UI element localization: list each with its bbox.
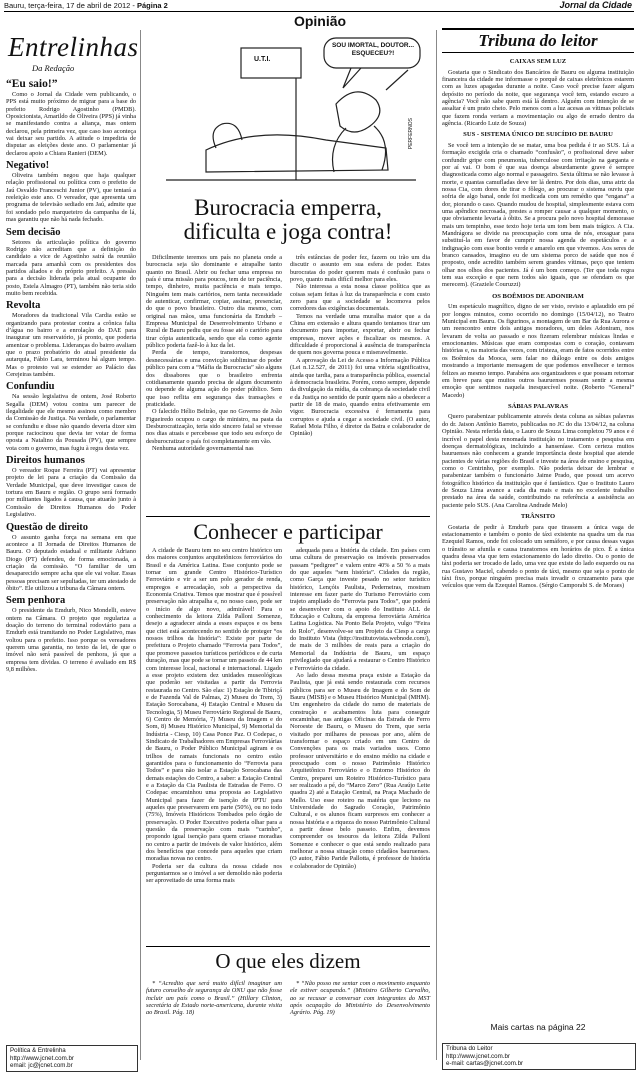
tribuna-footer-email: e-mail: cartas@jcnet.com.br bbox=[446, 1060, 524, 1068]
entrelinhas-byline: Da Redação bbox=[32, 63, 75, 73]
entrelinhas-item-text: Moradores da tradicional Vila Cardia estão se organizando para protestar contra a crônica falta d’água no bairro e a enrolação do DAE para inaugurar um reservatório, já pronto, que poderia amenizar o problema. Lideranças do bairro avaliam que o prazo probatório do atual presidente da autarquia, Fábio Lara, terminou há algum tempo. Mas o protesto vai se estender ao Palácio das Cerejeiras também. bbox=[6, 312, 136, 378]
article-paragraph: Ao lado dessa mesma praça existe a Estação da Paulista, que já está sendo restaurada com recursos públicos para ser o Museu de Imagem e do Som de Bauru (MISB) e o Museu Histórico Municipal (MHM). Um engenheiro da cidade do ramo de materiais de construção e acabamentos luta para conseguir encaminhar, nas antigas Oficinas da Estrada de Ferro Noroeste de Bauru, o Museu do Trem, que seria visitado por milhares de pessoas por ano, além de transformar o espaço criado em um Centro de Convenções para os mais variados usos. Como professor universitário e do ensino médio na cidade e preocupado com o nosso Patrimônio Histórico Arquitetônico Ferroviário e o Entorno Histórico do Centro, preparei um Roteiro Histórico-Turístico para ser realizado a pé, do “Marco Zero” (Rua Araújo Leite quadra 2) até a Estação Central, na Praça Machado de Mello. Uso esse roteiro na matéria que leciono na Universidade do Sagrado Coração, Patrimônio Cultural, e os alunos ficam surpresos em conhecer a nossa história e a riqueza do nosso Patrimônio Cultural a partir desse belo passeio. Enfim, devemos compreender os tesouros da leitora Zilda Palloni Somenze e conhecer o que está sendo realizado para melhorar a nossa situação como cidadãos bauruenses. (O autor, Fábio Paride Pallotta, é professor de história e colaborador de Opinião) bbox=[290, 671, 430, 870]
header-page: Página 2 bbox=[137, 1, 168, 10]
dizem-quote-2: * “Não posso me sentar com o movimento enquanto ele estiver ocupando.” (Ministro Gilberto Carvalho, ao se recusar a conversar com integrantes do MST após ocupação do Ministério do Desenvolvimento Agrário. Pág. 19) bbox=[290, 980, 430, 1017]
tribuna-title: Tribuna do leitor bbox=[478, 31, 598, 50]
entrelinhas-footer-url: http://www.jcnet.com.br bbox=[10, 1054, 74, 1062]
tribuna-more: Mais cartas na página 22 bbox=[490, 1022, 586, 1032]
article1-title bbox=[146, 196, 430, 244]
header-date: Bauru, terça-feira, 17 de abril de 2012 - bbox=[4, 1, 137, 10]
article-paragraph: A cidade de Bauru tem no seu centro histórico um dos maiores conjuntos arquitetônicos ferroviários do Brasil e da América Latina. Esse conjunto pode se tornar um grande Centro Histórico-Turístico Ferroviário e vir a ser um polo gerador de renda, empregos e arrecadação, sob a perspectiva da Economia Criativa. Temos que mostrar que é possível preservação não atrapalha e, no nosso caso, pode ser o início de algo novo, admirável! Para o conhecimento da leitora Zilda Palloni Somenze, desejo a agradecer ainda a esses espaços e os bens que citei está acontecendo no sentido de proteger “os nossos trilhos da história”: Existe por parte de prefeitura o Projeto chamado “Ferrovia para Todos”, que promove passeios turísticos periódicos e de curta duração, mas que pode se tornar um passeio de 44 km com interesse local, nacional e internacional. Ligado a esse projeto existem dez unidades museológicas que poderão ser visitadas a partir da Ferrovia restaurada no Centro. São elas: 1) Estação de Tibiriçá e de Fazenda Val de Palmas, 2) Museu do Trem, 3) Estação Sorocabana, 4) Estação Central e Museu da Tecnologia, 5) Museu Ferroviário Regional de Bauru, 6) Centro de Memória, 7) Museu da Imagem e do Som, 8) Museu Histórico Municipal, 9) Memorial da Indústria - Ciesp, 10) Casa Ponce Paz. O Codepac, o Sindicato de Trabalhadores em Empresas Ferroviárias de Bauru, o Poder Público Municipal agiram e os trilhos de ramais funcionais no centro estão garantidos para o funcionamento do “Ferrovia para Todos” e para não isolar a Estação Sorocabana das demais estações do Centro, a saber: a Estação Central e a Estação da Cia Paulista de Estradas de Ferro. O Codepac encaminhou uma proposta ao Legislativo Municipal para fazer de isenção de IPTU para aqueles que preservarem em parte (50%), ou no todo (75%), Imóveis Históricos Tombados pelo órgão de preservação. O Poder Executivo poderia olhar para a questão da preservação com mais “carinho”, propondo igual isenção para quem criasse moradias no centro a partir de imóveis de valor histórico, além dos benefícios que concede para aqueles que criam moradias novas no centro. bbox=[146, 547, 282, 863]
entrelinhas-item-text: Setores da articulação política do governo Rodrigo não acreditam que a definição do candidato a vice de Agostinho sairá da reunião marcada para amanhã com os presidentes dos partidos aliados e do próprio prefeito. A pressão para a decisão liderada pela atual ocupante do posto, Estela Almagro (PT), também não teria sido muito bem recebida. bbox=[6, 238, 136, 297]
entrelinhas-footer-email: email: jc@jcnet.com.br bbox=[10, 1062, 73, 1070]
entrelinhas-item-head: Sem decisão bbox=[6, 226, 61, 238]
brand-logo: Jornal da Cidade bbox=[559, 0, 632, 10]
letter-head: SUS - SISTEMA ÚNICO DE SUICÍDIO DE BAURU bbox=[463, 131, 613, 139]
entrelinhas-footer-line: Política & Entrelinha bbox=[10, 1047, 66, 1054]
dizem-title: O que eles dizem bbox=[215, 949, 361, 973]
entrelinhas-item-head: Direitos humanos bbox=[6, 455, 85, 467]
entrelinhas-item-head: Revolta bbox=[6, 300, 41, 312]
letter-head: OS BOÊMIOS DE ADONIRAM bbox=[492, 292, 584, 300]
article-paragraph: adequada para a história da cidade. Em países com uma cultura de preservação os imóveis preservados passam “pedigree” e valem entre 40% a 50 % a mais do que aqueles “sem história”. Cidades da região, como Garça que investe pesado no setor turístico histórico, Lençóis Paulista, Pederneiras, mostram interesse em fazer parte do Turismo Ferroviário com trajeto ampliado do “Ferrovia para Todos”, que poderá se desenvolver com o apoio do Instituto ALL de Educação e Cultura, da empresa ferroviária América Latina Logística. Na Ponto Bela Projeto, vulgo “Feira do Rolo”, desenvolve-se um Projeto da Ciesp a cargo do Instituto Vista (http://institutovista.webnode.com/), de mais de 3 milhões de reais para a criação do Memorial da Indústria de Bauru, um espaço privilegiado que ajudará a restaurar o Centro Histórico e Ferroviário da cidade. bbox=[290, 547, 430, 672]
letter-text: Gostaria que o Sindicato dos Bancários de Bauru ou alguma instituição financeira da cidade me informasse o porquê de caixas eletrônicos estarem com as luzes apagadas durante a noite. Caso você precise fazer algum depósito no período da noite, que segurança você tem, estando escuro a agência? Você não sabe quem está lá dentro. Alguém com intenção de se assaltar é um prato cheio. Pelo menos com a luz acesas as vítimas policiais que fazem ronda veriam a movimentação ou algo de errado dentro da agência. (Ricardo Luiz de Souza) bbox=[442, 68, 634, 127]
entrelinhas-item-text: O vereador Roque Ferreira (PT) vai apresentar projeto de lei para a criação da Comissão da Verdade Municipal, que deve investigar casos de tortura em Bauru e região. O grupo será formado por militantes ligados à causa, que atuarão junto à Comissão de Direitos Humanos do Poder Legislativo. bbox=[6, 467, 136, 519]
tribuna-footer bbox=[442, 1043, 636, 1070]
letter-head: SÁBIAS PALAVRAS bbox=[507, 402, 569, 410]
article-paragraph: Nenhuma autoridade governamental nas bbox=[152, 444, 254, 452]
entrelinhas-item-text: Na sessão legislativa de ontem, José Roberto Segalla (DEM) votou contra um parecer de ilegalidade que ele mesmo assinou como membro da Comissão de Justiça. Na verdade, o parlamentar se confundiu e disse não quando deveria dizer sim porque raciocinou que devia ter votar de forma oposta a Natalino da Pousada (PV), que sempre vota com o governo, mas fugiu à regra desta vez. bbox=[6, 393, 136, 452]
entrelinhas-item-head: Questão de direito bbox=[6, 521, 89, 533]
entrelinhas-item-text: Oliveira também negou que haja qualquer relação profissional ou política com o prefeito de Jaú Osvaldo Franceschi Junior (PV), que tentará a reeleição este ano. O vereador, que apresenta um programa de televisão sediado em Jaú, admite que foi sondado pelo marqueteiro da campanha de lá, mas garantiu que não há nada fechado. bbox=[6, 172, 136, 224]
letter-head: TRÂNSITO bbox=[520, 512, 556, 520]
entrelinhas-item-text: Como o Jornal da Cidade vem publicando, o PPS está muito próximo de migrar para a base do prefeito Rodrigo Agostinho (PMDB). Oposicionista, Amarildo de Oliveira (PPS) já vinha se manifestando contra a aliança, mas ontem declarou, pela primeira vez, que caso isso aconteça vai deixar seu partido. A atitude o impediria de disputar as eleições deste ano. O parlamentar já declarou apoio a Chiara Ranieri (DEM). bbox=[6, 91, 136, 157]
tribuna-footer-line: Tribuna do Leitor bbox=[446, 1045, 493, 1052]
tribuna-title-bar bbox=[442, 28, 634, 53]
letter-text: Gostaria de pedir à Emdurb para que tirassem a única vaga de estacionamento e também o ponto de táxi existente na quadra um da rua Ezequiel Ramos, onde foi colocado um semáforo, e por causa dessas vagas o trânsito se afunila e causa transtornos em horários de pico. É a única quadra dessa via que tem estacionamento do lado direito. Ou o ponto de táxi poderia ser trocado de lado, uma vez que existe do lado esquerdo ou na rua Gustavo Maciel, cabendo o ponto de táxi, mesmo que seja o ponto de táxi fixo, porque ninguém precisa mais invadir o cruzamento para que veículos que vem da Ezequiel Ramos. (Sérgio Camporabi S. de Moraes) bbox=[442, 523, 634, 590]
article1-title-line2: dificulta e joga contra! bbox=[183, 219, 393, 245]
article-paragraph: O falecido Hélio Beltrão, que no Governo de João Figueiredo ocupou o cargo de ministro, na pasta da Desburocratização, teria sido sincero fatal se vivesse nos dias atuais e percebesse que todo seu esforço de desburocratizar o país foi completamente em vão. bbox=[146, 408, 282, 445]
article-paragraph: Poderia ser da cultura da nossa cidade nos perguntarmos se o imóvel a ser demolido não poderia ser aproveitado de uma forma mais bbox=[146, 862, 282, 885]
article2-title: Conhecer e participar bbox=[193, 519, 383, 544]
article1-col1 bbox=[146, 254, 282, 452]
entrelinhas-item-head: Confundiu bbox=[6, 381, 55, 393]
page-header bbox=[4, 1, 634, 11]
dizem-quote-1: * “Acredito que será muito difícil imaginar um futuro conselho de segurança da ONU que não fosse incluir um país como o Brasil.” (Hillary Clinton, secretária de Estado norte-americana, durante visita ao Brasil. Pág. 18) bbox=[146, 980, 282, 1017]
article-paragraph: Temos na verdade uma muralha maior que a da China em extensão e altura quando tentamos tirar um documento para importar, exportar, abrir ou fechar empresas, mover ações e fiscalizar os mesmos. A dificuldade é proporcional à ausência de transparência de quem nos governa pouca e miseravelmente. bbox=[290, 312, 430, 357]
tribuna-footer-url: http://www.jcnet.com.br bbox=[446, 1052, 510, 1060]
letter-text: Quero parabenizar publicamente através desta coluna as sábias palavras do dr. Jaison Antônio Barreto, publicadas no JC do dia 13/04/12, na coluna Opinião. Nesta referida data, o Lauro de Souza Lima completou 79 anos e é incrível o papel desta renomada instituição no tratamento e pesquisa em doenças dermatológicas, incluindo a hanseníase. Com certeza muitos bauruenses não conhecem a grande importância deste hospital que atende pacientes de várias regiões do Brasil e investe na área de ensino e pesquisa, como o Centrinho, por exemplo. Não poderia deixar de lembrar e parabenizar também o funcionário Jaime Prado, que possui um acervo fotográfico histórico da instituição que é fantástico. Que o Instituto Lauro de Souza Lima avance a cada dia mais e mais no excelente trabalho prestado na área da saúde, contribuindo na referência a assistência ao paciente pelo SUS. (Ana Carolina Andrade Melo) bbox=[442, 413, 634, 509]
article-paragraph: Não interessa a esta nossa classe política que as coisas sejam feitas à luz da transparência e com custo zero para que a sociedade se locomova pelos corredores das exigências documentais. bbox=[290, 283, 430, 313]
tribuna-letters bbox=[442, 54, 634, 590]
entrelinhas-column bbox=[6, 32, 139, 673]
article-paragraph: Dificilmente teremos um país no planeta onde a burocracia seja tão dominante e atrapalhe tanto quanto no Brasil. Abrir ou fechar uma empresa no país é uma missão para poucos, tem de ter paciência, tempo, dinheiro, muita paciência e mais tempo. Ninguém tem mais cartórios, nem tanta necessidade de autenticar, confirmar, copiar, assinar, presenciar, do que o povo brasileiro. Outro dia mesmo, com original nas mãos, uma funcionária da Emdurb – Empresa Municipal de Desenvolvimento Urbano e Rural de Bauru pediu que eu fosse até o cartório para tirar cópia autenticada, sendo que ela como agente público poderia fazê-lo à luz da lei. bbox=[146, 254, 282, 350]
entrelinhas-items bbox=[6, 78, 136, 673]
article1-col2 bbox=[290, 254, 430, 438]
entrelinhas-title: Entrelinhas bbox=[8, 32, 139, 62]
entrelinhas-footer bbox=[6, 1045, 138, 1072]
entrelinhas-item-head: Sem penhora bbox=[6, 595, 66, 607]
cartoon-signature: PERFERNOS bbox=[408, 118, 414, 150]
article-paragraph: A aprovação da Lei de Acesso a Informação Pública (Lei n.12.527, de 2011) foi uma vitória significativa, ainda que tardia, para a transparência pública, essencial à democracia brasileira. Porém, como sempre, depende da divulgação da mídia, da cobrança da sociedade civil e da Justiça no sentido de punir quem não a obedecer a partir de 18 de maio, quando entra efetivamente em vigor. Burocracia excessiva é ferramenta para corruptos e ajuda a cegar a sociedade civil. (O autor, Rafael Moia Filho, é diretor da Batra e colaborador de Opinião) bbox=[290, 356, 430, 438]
cartoon-bubble: SOU IMORTAL, DOUTOR... ESQUECEU?! bbox=[331, 42, 415, 57]
article2-col2 bbox=[290, 547, 430, 870]
letter-text: Um espetáculo magnífico, digno de ser visto, revisto e aplaudido em pé por longos minutos, como ocorrido no domingo (15/04/12), no Teatro Municipal em Bauru. Os figurinos, a montagem de um Bar da Rua Aurora e um reencontro entre dois antigos moradores, um deles Adoniram, nos levaram de volta ao passado e nos fizeram relembrar músicas lindas e emocionantes. Músicas que eram compostas com o coração, contavam histórias e, na maioria das vezes, com tristeza, eram de fatos ocorridos entre os Boêmios da Mooca, sem falar no diálogo entre os dois amigos mostrando a importante mensagem de que podemos envelhecer e termos felizes ao mesmo tempo. Parabéns aos organizadores e que possam retornar em breve para que muitos outros bauruenses possam sentir a mesma emoção que sentimos naquela inesquecível noite. (Roberto “General” Macedo) bbox=[442, 303, 634, 399]
entrelinhas-item-head: “Eu saio!” bbox=[6, 78, 58, 90]
cartoon bbox=[146, 30, 430, 190]
article1-title-line1: Burocracia emperra, bbox=[194, 195, 382, 220]
letter-head: CAIXAS SEM LUZ bbox=[509, 58, 567, 65]
article-paragraph: Perda de tempo, transtornos, despesas desnecessárias e uma convicção subliminar do poder público para com a “Máfia da Burocracia” são alguns dos dissabores que o brasileiro enfrenta cotidianamente quando precisa de algum documento ou depende de alguma ação do poder público. Sem que isso reflita em segurança das transações e praticidade. bbox=[146, 349, 282, 408]
entrelinhas-item-text: O presidente da Emdurb, Nico Mondelli, esteve ontem na Câmara. O projeto que regulariza a doação do terreno do terminal rodoviário para a Emdurb está tramitando no Poder Legislativo, mas voltou para o prefeito. Isso porque os vereadores querem uma garantia, no texto da lei, de que o imóvel não será passível de penhora, já que a empresa tem dívidas. O terreno é avaliado em R$ 9,8 milhões. bbox=[6, 607, 136, 673]
section-title: Opinião bbox=[293, 13, 347, 29]
entrelinhas-item-head: Negativo! bbox=[6, 160, 50, 172]
article-paragraph: três estâncias de poder fez, fazem ou irão um dia discutir o assunto em sua esfera de poder. Estes burocratas do poder querem mais é confusão para o povo, quanto mais difícil melhor para eles. bbox=[290, 254, 430, 284]
entrelinhas-item-text: O assunto ganha força na semana em que acontece a II Jornada de Direitos Humanos de Bauru. O deputado estadual e militante Adriano Diogo (PT) defendeu, de forma emocionada, a criação da comissão. “O familiar de um desaparecido sempre acha que ele vai voltar. Essas pessoas precisam ser sepultadas, ter um atestado de óbito”. Ele utilizou a tribuna da Câmara ontem. bbox=[6, 533, 136, 592]
cartoon-sign: U.T.I. bbox=[254, 56, 271, 63]
letter-text: Se você tem a intenção de se matar, uma boa pedida é ir ao SUS. Lá a formação excigida cria o chamado “confusão”, o profissional deve saber confundir gripe com pneumonia, tuberculose com irritação na garganta e por aí vai. O bom é que sua doença absurdamente grave é sempre diagnosticada como algo normal e passageiro. Sexta última se não levasse à morte, e quantas camufladas deve ter lá dentro. Por dois dias, uma atriz da nossa Cia, com dores de tirar o fôlego, ao procurar o sistema ouviu que sofria de algo banal, onde foi medicada com um remédio que “engana” a dor, piorando o caso. Quando mudou de hospital, simplesmente estava com uma apêndice necrosada, prestes a romper causar a qualquer momento, o que obviamente levaria à óbito. Se a procura pelo novo hospital demorasse mais um tempinho, esse texto hoje teria um tom bem mais trágico. A Cia. Mandrágora se divide na preocupação com uma de nós, enxaguar para substituí-la em favor de cumprir nossa agenda de espetáculos e a indignação com esse bonito verde e amarelo em que vivemos. Aos seres de branco cansados, imagino eu de um sistema porco de saúde que nos é proposto, onde acredito também serem grandes vítimas, peço que tentem olhar nos olhos dos pacientes. Já é um bom começo. (Ter que toda regra tem sua exceção e que nem todos são iguais, que se ofendam os que merecem). (Graziele Couruzzi) bbox=[442, 141, 634, 289]
article2-col1 bbox=[146, 547, 282, 885]
